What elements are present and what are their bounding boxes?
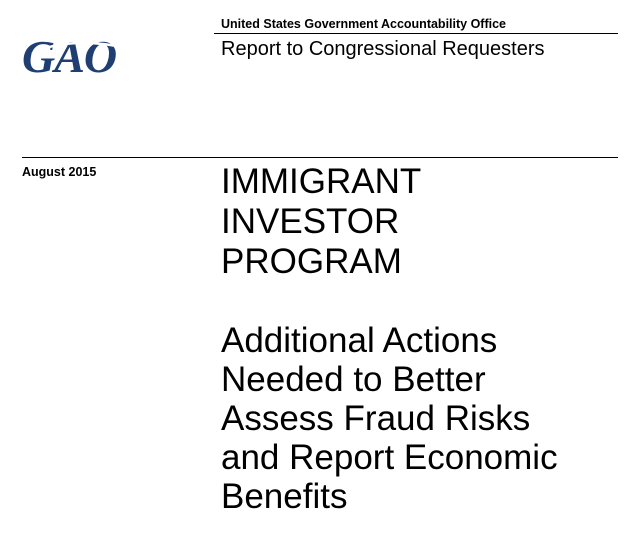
report-type: Report to Congressional Requesters [221, 38, 545, 60]
title-line: INVESTOR [221, 202, 400, 241]
gao-logo-mark [22, 30, 147, 82]
report-title [221, 162, 631, 282]
subtitle-line: Assess Fraud Risks [221, 399, 531, 438]
gao-logo [22, 30, 147, 82]
report-date: August 2015 [22, 165, 97, 179]
agency-name: United States Government Accountability Office [221, 17, 507, 31]
title-line: PROGRAM [221, 242, 402, 281]
section-divider [22, 157, 618, 158]
gao-logo-text: GAO [22, 31, 117, 82]
title-block [221, 162, 631, 516]
title-line: IMMIGRANT [221, 162, 422, 201]
subtitle-line: and Report Economic [221, 438, 558, 477]
subtitle-line: Additional Actions [221, 321, 498, 360]
header-divider [214, 33, 618, 34]
report-subtitle [221, 321, 631, 516]
subtitle-line: Needed to Better [221, 360, 486, 399]
subtitle-line: Benefits [221, 477, 348, 516]
